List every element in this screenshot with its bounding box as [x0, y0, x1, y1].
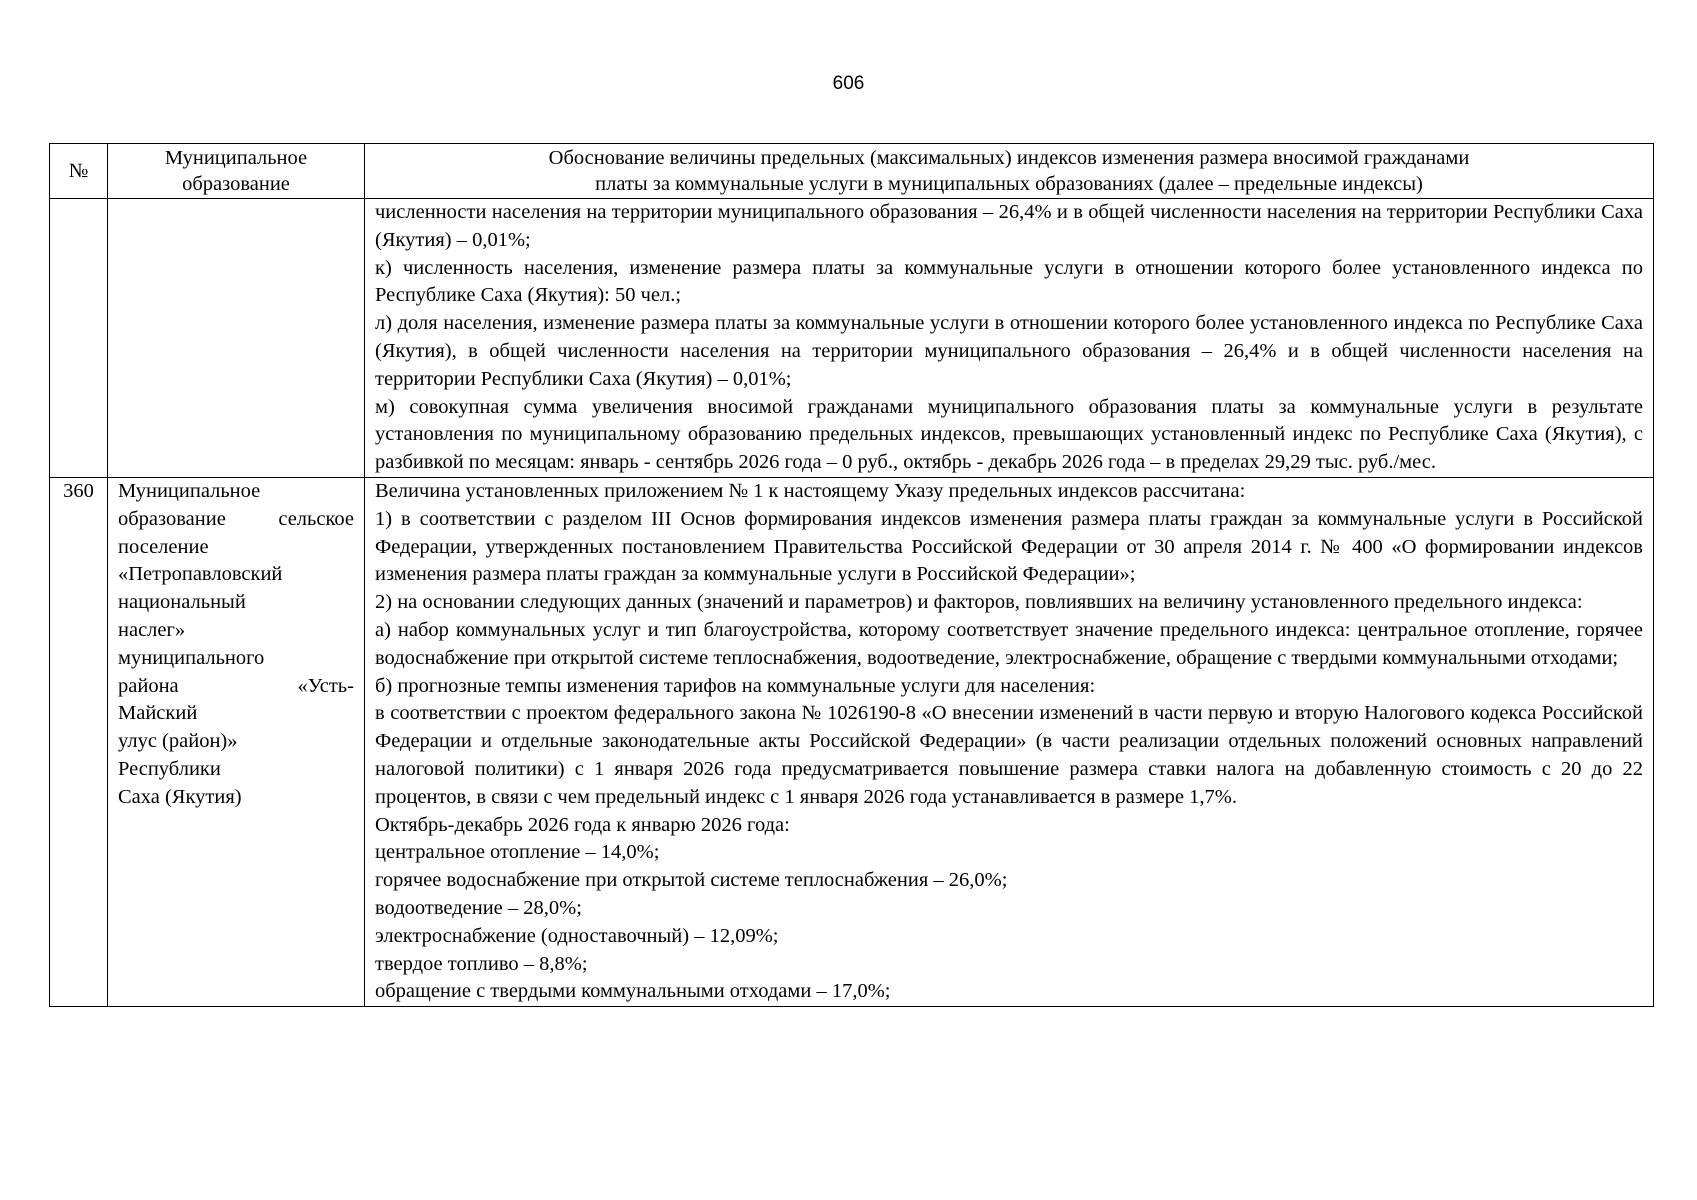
header-justification-line: платы за коммунальные услуги в муниципальных образованиях (далее – предельные индексы): [595, 173, 1423, 195]
municipality-line: Муниципальное: [118, 479, 261, 502]
municipality-line: Майский: [118, 702, 198, 725]
municipality-line: поселение: [118, 535, 209, 558]
justification-paragraph: б) прогнозные темпы изменения тарифов на коммунальные услуги для населения:: [375, 674, 1096, 697]
header-municipality-line: Муниципальное: [164, 147, 308, 169]
justification-paragraph: обращение с твердыми коммунальными отходами – 17,0%;: [375, 980, 891, 1003]
justification-paragraph: а) набор коммунальных услуг и тип благоустройства, которому соответствует значение предельного индекса: центральное отопление, горячее водоснабжение при открытой системе теплоснабжения, водоотведение, электроснабжение, обращение с твердыми коммунальными отходами;: [375, 618, 1643, 669]
header-municipality-line: образование: [182, 173, 290, 195]
header-justification-line: Обоснование величины предельных (максимальных) индексов изменения размера вносимой гражданами: [548, 147, 1470, 169]
row-number: [50, 199, 108, 478]
row-number: 360: [50, 477, 108, 1006]
justification-paragraph: л) доля населения, изменение размера платы за коммунальные услуги в отношении которого более установленного индекса по Республике Саха (Якутия), в общей численности населения на территории муниципального образования – 26,4% и в общей численности населения на территории Республики Саха (Якутия) – 0,01%;: [375, 312, 1643, 390]
municipality-line: района «Усть-: [118, 674, 354, 697]
justification-paragraph: численности населения на территории муниципального образования – 26,4% и в общей численности населения на территории Республики Саха (Якутия) – 0,01%;: [375, 201, 1643, 251]
table-row: [50, 199, 1654, 478]
header-municipality: [108, 144, 365, 199]
table-row: [50, 477, 1654, 1006]
justification-paragraph: м) совокупная сумма увеличения вносимой гражданами муниципального образования платы за коммунальные услуги в результате установления по муниципальному образованию предельных индексов, превышающих установленный индекс по Республике Саха (Якутия), с разбивкой по месяцам: январь - сентябрь 2026 года – 0 руб., октябрь - декабрь 2026 года – в пределах 29,29 тыс. руб./мес.: [375, 395, 1643, 474]
header-number: [50, 144, 108, 199]
header-justification: [365, 144, 1654, 199]
row-municipality: [108, 199, 365, 478]
justification-paragraph: электроснабжение (одноставочный) – 12,09%;: [375, 924, 779, 947]
row-municipality: [108, 477, 365, 1006]
row-justification: [365, 199, 1654, 478]
justification-paragraph: к) численность населения, изменение размера платы за коммунальные услуги в отношении которого более установленного индекса по Республике Саха (Якутия): 50 чел.;: [375, 256, 1643, 307]
municipality-line: муниципального: [118, 646, 265, 669]
municipality-line: Саха (Якутия): [118, 785, 242, 808]
table-header-row: [50, 144, 1654, 199]
municipality-line: национальный: [118, 591, 246, 614]
justification-paragraph: 1) в соответствии с разделом III Основ формирования индексов изменения размера платы граждан за коммунальные услуги в Российской Федерации, утвержденных постановлением Правительства Российской Федерации от 30 апреля 2014 г. № 400 «О формировании индексов изменения размера платы граждан за коммунальные услуги в Российской Федерации»;: [375, 507, 1643, 586]
justification-paragraph: горячее водоснабжение при открытой системе теплоснабжения – 26,0%;: [375, 869, 1008, 892]
municipality-line: наслег»: [118, 618, 186, 641]
justification-table: [49, 143, 1654, 1007]
justification-paragraph: Величина установленных приложением № 1 к настоящему Указу предельных индексов рассчитана:: [375, 479, 1246, 502]
row-justification: [365, 477, 1654, 1006]
municipality-line: «Петропавловский: [118, 563, 283, 586]
justification-paragraph: Октябрь-декабрь 2026 года к январю 2026 года:: [375, 813, 790, 836]
justification-paragraph: твердое топливо – 8,8%;: [375, 952, 588, 975]
justification-paragraph: центральное отопление – 14,0%;: [375, 841, 660, 864]
justification-paragraph: водоотведение – 28,0%;: [375, 896, 582, 919]
municipality-line: образование сельское: [118, 507, 354, 530]
municipality-line: улус (район)»: [118, 730, 238, 753]
header-number-label: №: [68, 160, 89, 182]
justification-paragraph: 2) на основании следующих данных (значений и параметров) и факторов, повлиявших на величину установленного предельного индекса:: [375, 591, 1583, 614]
municipality-line: Республики: [118, 757, 221, 780]
page-number: 606: [832, 73, 865, 94]
justification-paragraph: в соответствии с проектом федерального закона № 1026190-8 «О внесении изменений в части первую и вторую Налогового кодекса Российской Федерации и отдельные законодательные акты Российской Федерации» (в части реализации отдельных положений основных направлений налоговой политики) с 1 января 2026 года предусматривается повышение размера ставки налога на добавленную стоимость с 20 до 22 процентов, в связи с чем предельный индекс с 1 января 2026 года устанавливается в размере 1,7%.: [375, 702, 1643, 808]
